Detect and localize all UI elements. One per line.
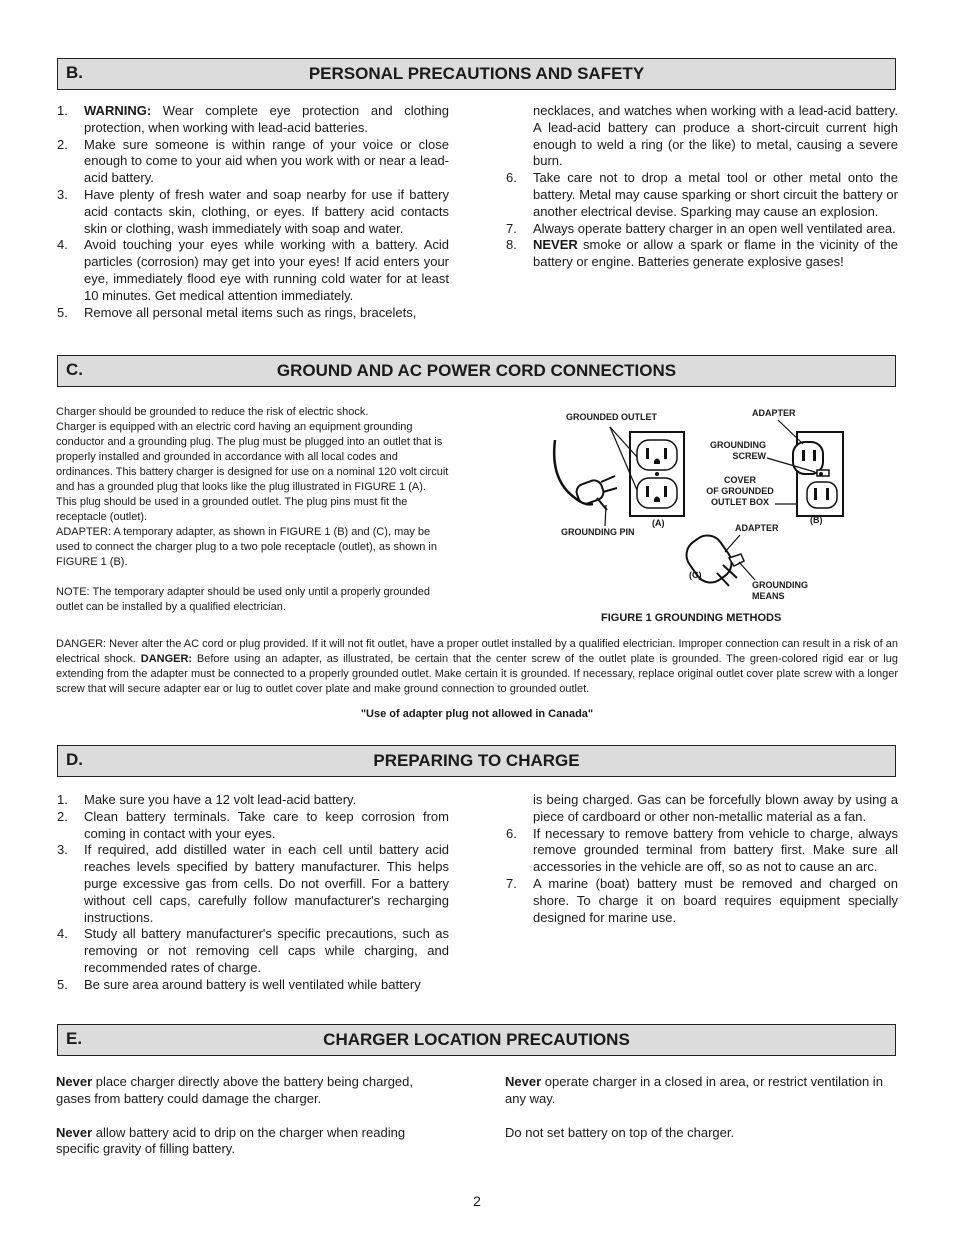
list-item: 6. If necessary to remove battery from vehicle to charge, always remove grounded terminal from battery first. Make sure all accessories in the vehicle are off, so as not to cause an arc.	[506, 825, 898, 875]
grounding-diagram	[545, 400, 900, 632]
section-letter: D.	[66, 750, 83, 769]
label-grounded-outlet: GROUNDED OUTLET	[566, 412, 657, 422]
label-adapter-c: ADAPTER	[735, 523, 779, 533]
section-c-text	[56, 405, 449, 615]
label-grounding-pin: GROUNDING PIN	[561, 527, 635, 537]
section-b-left-column	[57, 103, 449, 321]
label-adapter-top: ADAPTER	[752, 408, 796, 418]
section-letter: E.	[66, 1029, 83, 1048]
list-item: 4. Avoid touching your eyes while working with a battery. Acid particles (corrosion) may get into your eyes! If acid enters your eye, immediately flood eye with running cold water for at least 10 minutes. Get medical attention immediately.	[57, 237, 449, 303]
section-d-header	[57, 745, 896, 777]
label-b: (B)	[810, 515, 823, 525]
list-item: 7. A marine (boat) battery must be removed and charged on shore. To charge it on board requires equipment specially designed for marine use.	[506, 875, 898, 925]
section-d-right-column	[506, 792, 898, 926]
list-item: 3. If required, add distilled water in each cell until battery acid reaches levels specified by battery manufacturer. This helps purge excessive gas from cells. Do not overfill. For a battery without cell caps, carefully follow manufacturer's recharging instructions.	[57, 842, 449, 925]
label-cover-outlet-box: COVER OF GROUNDED OUTLET BOX	[706, 475, 774, 507]
list-item: 5. Remove all personal metal items such as rings, bracelets,	[57, 304, 417, 320]
section-title: GROUND AND AC POWER CORD CONNECTIONS	[276, 361, 677, 380]
list-item: 5. Be sure area around battery is well ventilated while battery	[57, 976, 421, 992]
label-grounding-means: GROUNDING MEANS	[752, 580, 808, 601]
list-item: 3. Have plenty of fresh water and soap nearby for use if battery acid contacts skin, clothing, or eyes. If battery acid contacts skin or clothing, wash immediately with soap and water.	[57, 186, 449, 236]
label-grounding-screw: GROUNDING SCREW	[710, 440, 766, 461]
adapter-b	[793, 442, 823, 474]
section-b-right-column	[506, 103, 898, 271]
figure-grounding-methods	[545, 400, 900, 632]
section-letter: B.	[66, 63, 83, 82]
section-letter: C.	[66, 360, 83, 379]
list-item: 2. Clean battery terminals. Take care to keep corrosion from coming in contact with your eyes.	[57, 808, 449, 841]
paragraph: Never operate charger in a closed in area, or restrict ventilation in any way.	[505, 1074, 883, 1106]
section-d-left-column	[57, 792, 449, 994]
adapter-b-lug	[817, 470, 829, 476]
paragraph: Charger is equipped with an electric cord having an equipment grounding conductor and a grounding plug. The plug must be plugged into an outlet that is properly installed and grounded in accordance with all local codes and ordinances. This battery charger is designed for use on a nominal 120 volt circuit and has a grounded plug that looks like the plug illustrated in FIGURE 1 (A). This plug should be used in a grounded outlet. The plug pins must fit the receptacle (outlet).	[56, 421, 449, 523]
list-item: 8. NEVER smoke or allow a spark or flame in the vicinity of the battery or engine. Batteries generate explosive gases!	[506, 237, 898, 270]
section-title: PERSONAL PRECAUTIONS AND SAFETY	[308, 64, 645, 83]
figure-caption: FIGURE 1 GROUNDING METHODS	[601, 612, 782, 624]
section-e-header	[57, 1024, 896, 1056]
page-number: 2	[473, 1193, 481, 1209]
canada-notice: "Use of adapter plug not allowed in Canada"	[360, 708, 594, 720]
list-item: 4. Study all battery manufacturer's specific precautions, such as removing or not removing cell caps while charging, and recommended rates of charge.	[57, 926, 449, 975]
label-a: (A)	[652, 518, 665, 528]
paragraph: Never place charger directly above the battery being charged, gases from battery could damage the charger.	[56, 1074, 414, 1106]
outlet-a-receptacle-bottom	[637, 478, 677, 508]
paragraph: Do not set battery on top of the charger.	[505, 1124, 735, 1140]
list-item: 1. Make sure you have a 12 volt lead-acid battery.	[57, 792, 357, 807]
section-title: PREPARING TO CHARGE	[373, 751, 580, 770]
paragraph: ADAPTER: A temporary adapter, as shown in FIGURE 1 (B) and (C), may be used to connect the charger plug to a two pole receptacle (outlet), as shown in FIGURE 1 (B).	[56, 526, 437, 568]
list-item: 7. Always operate battery charger in an open well ventilated area.	[506, 220, 896, 236]
section-e-left-column	[56, 1074, 449, 1175]
list-item-continued: necklaces, and watches when working with a lead-acid battery. A lead-acid battery can produce a short-circuit current high enough to weld a ring (or the like) to metal, causing a severe burn.	[533, 103, 898, 169]
paragraph: Charger should be grounded to reduce the risk of electric shock.	[56, 406, 369, 418]
list-item-continued: is being charged. Gas can be forcefully blown away by using a piece of cardboard or other non-metallic material as a fan.	[533, 792, 898, 824]
section-c-header	[57, 355, 896, 387]
section-title: CHARGER LOCATION PRECAUTIONS	[323, 1030, 630, 1049]
label-c: (C)	[689, 570, 702, 580]
section-b-header	[57, 58, 896, 90]
paragraph: Never allow battery acid to drip on the charger when reading specific gravity of filling battery.	[56, 1124, 406, 1157]
note: NOTE: The temporary adapter should be used only until a properly grounded outlet can be installed by a qualified electrician.	[56, 586, 431, 613]
danger-paragraph: DANGER: Never alter the AC cord or plug provided. If it will not fit outlet, have a proper outlet installed by a qualified electrician. Improper connection can result in a risk of an electrical shock. DANGER: Before using an adapter, as illustrated, be certain that the center screw of the outlet plate is grounded. The green-colored rigid ear or lug extending from the adapter must be connected to a properly grounded outlet. Make certain it is grounded. If necessary, replace original outlet cover plate screw with a longer screw that will secure adapter ear or lug to outlet cover plate and make ground connection to grounded outlet.	[56, 638, 898, 695]
list-item: 2. Make sure someone is within range of your voice or close enough to come to your aid when you work with or near a lead-acid battery.	[57, 136, 449, 186]
list-item: 1. WARNING: Wear complete eye protection and clothing protection, when working with lead-acid batteries.	[57, 103, 449, 135]
list-item: 6. Take care not to drop a metal tool or other metal onto the battery. Metal may cause sparking or short circuit the battery or another electrical devise. Sparking may cause an explosion.	[506, 170, 898, 219]
section-e-right-column	[505, 1074, 895, 1158]
outlet-a-receptacle-top	[637, 440, 677, 470]
